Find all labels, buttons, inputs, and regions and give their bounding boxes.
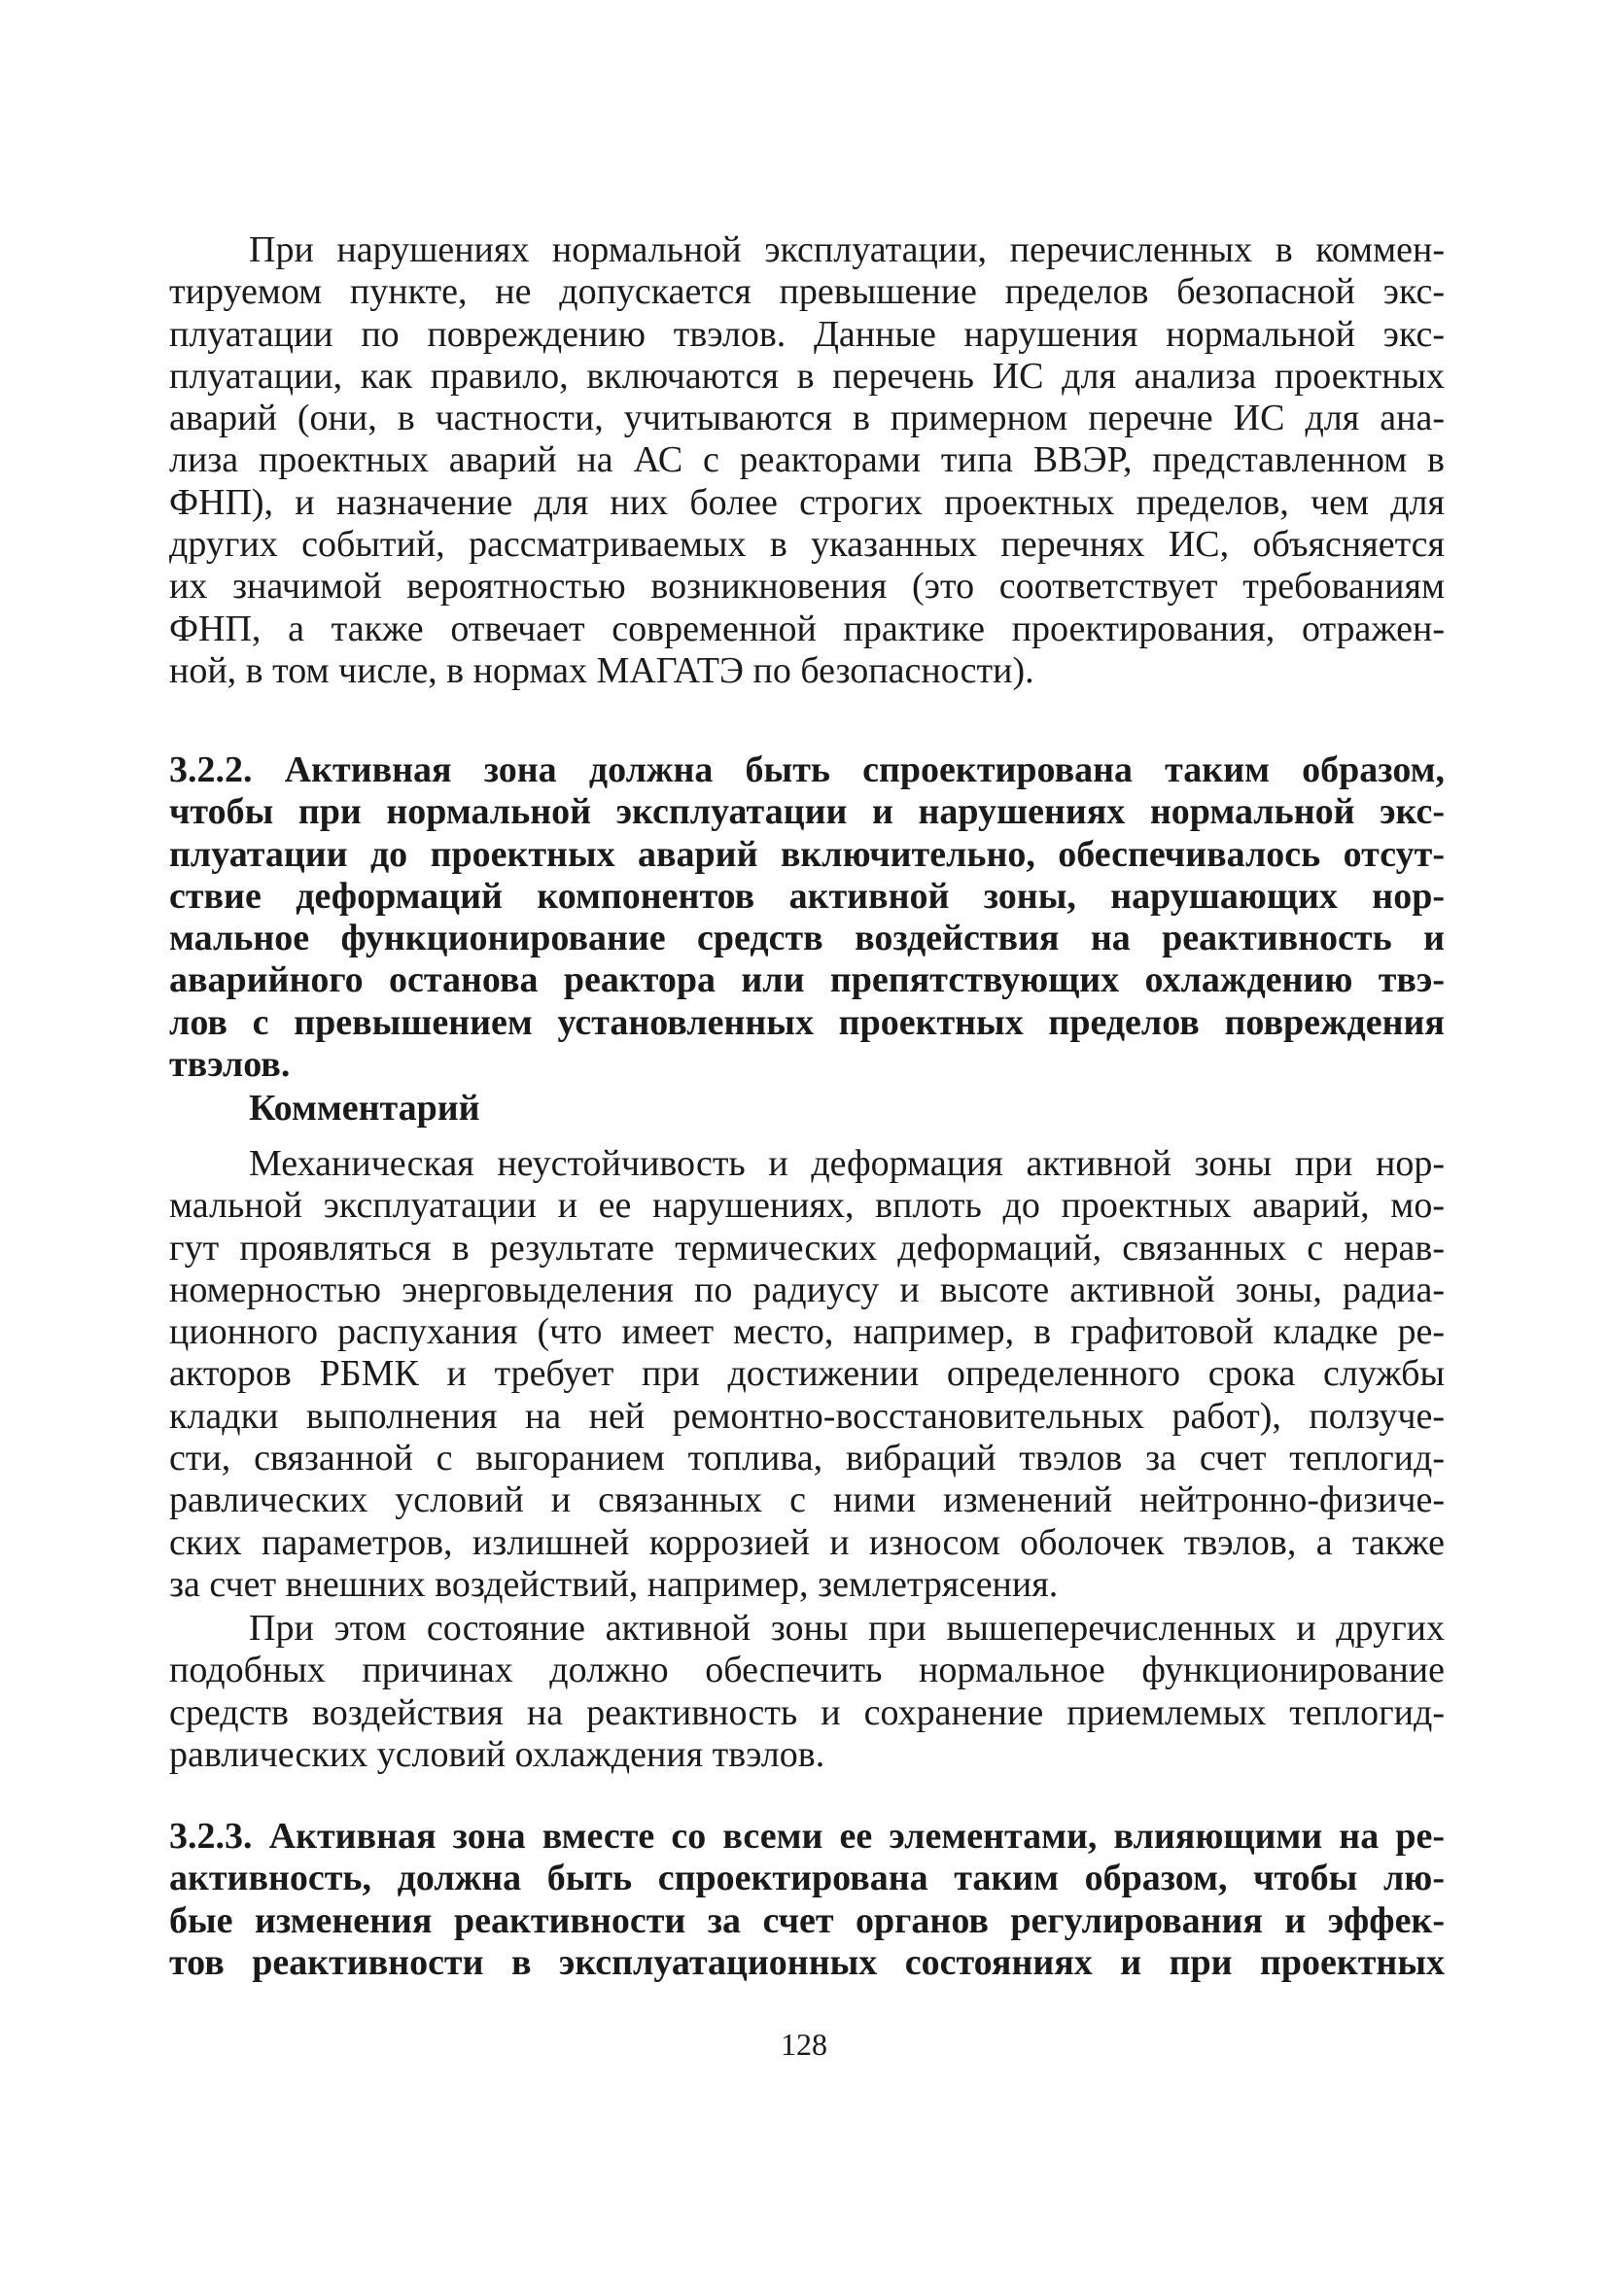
text-line: акторов РБМК и требует при достижении определенного срока службы xyxy=(169,1353,1445,1395)
text-line: Механическая неустойчивость и деформация активной зоны при нор- xyxy=(249,1143,1445,1184)
text-line: тов реактивности в эксплуатационных состояниях и при проектных xyxy=(169,1941,1445,1983)
text-line: активность, должна быть спроектирована таким образом, чтобы лю- xyxy=(169,1858,1445,1899)
text-line: лов с превышением установленных проектных пределов повреждения xyxy=(169,1001,1445,1043)
text-line: других событий, рассматриваемых в указанных перечнях ИС, объясняется xyxy=(169,524,1445,566)
comment-heading: Комментарий xyxy=(249,1088,480,1129)
text-line: плуатации, как правило, включаются в перечень ИС для анализа проектных xyxy=(169,355,1445,397)
text-line: 3.2.2. Активная зона должна быть спроектирована таким образом, xyxy=(169,749,1445,790)
text-line: их значимой вероятностью возникновения (это соответствует требованиям xyxy=(169,566,1445,608)
text-line: чтобы при нормальной эксплуатации и нарушениях нормальной экс- xyxy=(169,791,1445,833)
text-line: кладки выполнения на ней ремонтно-восстановительных работ), ползуче- xyxy=(169,1395,1445,1437)
clause-3-2-3 xyxy=(169,1816,1445,1984)
text-line: средств воздействия на реактивность и сохранение приемлемых теплогид- xyxy=(169,1691,1445,1733)
text-line: сти, связанной с выгоранием топлива, вибраций твэлов за счет теплогид- xyxy=(169,1438,1445,1479)
text-line: мальное функционирование средств воздействия на реактивность и xyxy=(169,918,1445,959)
text-line: гут проявляться в результате термических деформаций, связанных с нерав- xyxy=(169,1227,1445,1269)
text-line: При нарушениях нормальной эксплуатации, перечисленных в коммен- xyxy=(249,229,1445,270)
text-line: равлических условий и связанных с ними изменений нейтронно-физиче- xyxy=(169,1479,1445,1521)
paragraph-1 xyxy=(169,229,1445,692)
text-line: ФНП, а также отвечает современной практике проектирования, отражен- xyxy=(169,608,1445,649)
text-line: плуатации до проектных аварий включительно, обеспечивалось отсут- xyxy=(169,833,1445,875)
text-line: бые изменения реактивности за счет органов регулирования и эффек- xyxy=(169,1899,1445,1941)
text-line: тируемом пункте, не допускается превышение пределов безопасной экс- xyxy=(169,271,1445,313)
text-line: ционного распухания (что имеет место, например, в графитовой кладке ре- xyxy=(169,1311,1445,1353)
comment-paragraph-1 xyxy=(169,1143,1445,1606)
text-line: номерностью энерговыделения по радиусу и высоте активной зоны, радиа- xyxy=(169,1269,1445,1310)
text-line: подобных причинах должно обеспечить нормальное функционирование xyxy=(169,1650,1445,1691)
text-line: аварийного останова реактора или препятствующих охлаждению твэ- xyxy=(169,959,1445,1001)
page-number: 128 xyxy=(781,2027,827,2062)
comment-paragraph-2 xyxy=(169,1608,1445,1776)
text-line: 3.2.3. Активная зона вместе со всеми ее элементами, влияющими на ре- xyxy=(169,1816,1445,1857)
text-line: за счет внешних воздействий, например, землетрясения. xyxy=(169,1563,1059,1605)
text-line: ной, в том числе, в нормах МАГАТЭ по безопасности). xyxy=(169,649,1034,691)
text-line: равлических условий охлаждения твэлов. xyxy=(169,1733,825,1775)
text-line: твэлов. xyxy=(169,1044,291,1086)
text-line: мальной эксплуатации и ее нарушениях, вплоть до проектных аварий, мо- xyxy=(169,1185,1445,1227)
text-line: ствие деформаций компонентов активной зоны, нарушающих нор- xyxy=(169,875,1445,917)
text-line: При этом состояние активной зоны при вышеперечисленных и других xyxy=(249,1608,1445,1649)
text-line: ФНП), и назначение для них более строгих проектных пределов, чем для xyxy=(169,481,1445,523)
text-line: лиза проектных аварий на АС с реакторами типа ВВЭР, представленном в xyxy=(169,439,1445,481)
text-line: аварий (они, в частности, учитываются в примерном перечне ИС для ана- xyxy=(169,398,1445,439)
text-line: ских параметров, излишней коррозией и износом оболочек твэлов, а также xyxy=(169,1521,1445,1563)
text-line: плуатации по повреждению твэлов. Данные нарушения нормальной экс- xyxy=(169,313,1445,355)
clause-3-2-2 xyxy=(169,749,1445,1086)
